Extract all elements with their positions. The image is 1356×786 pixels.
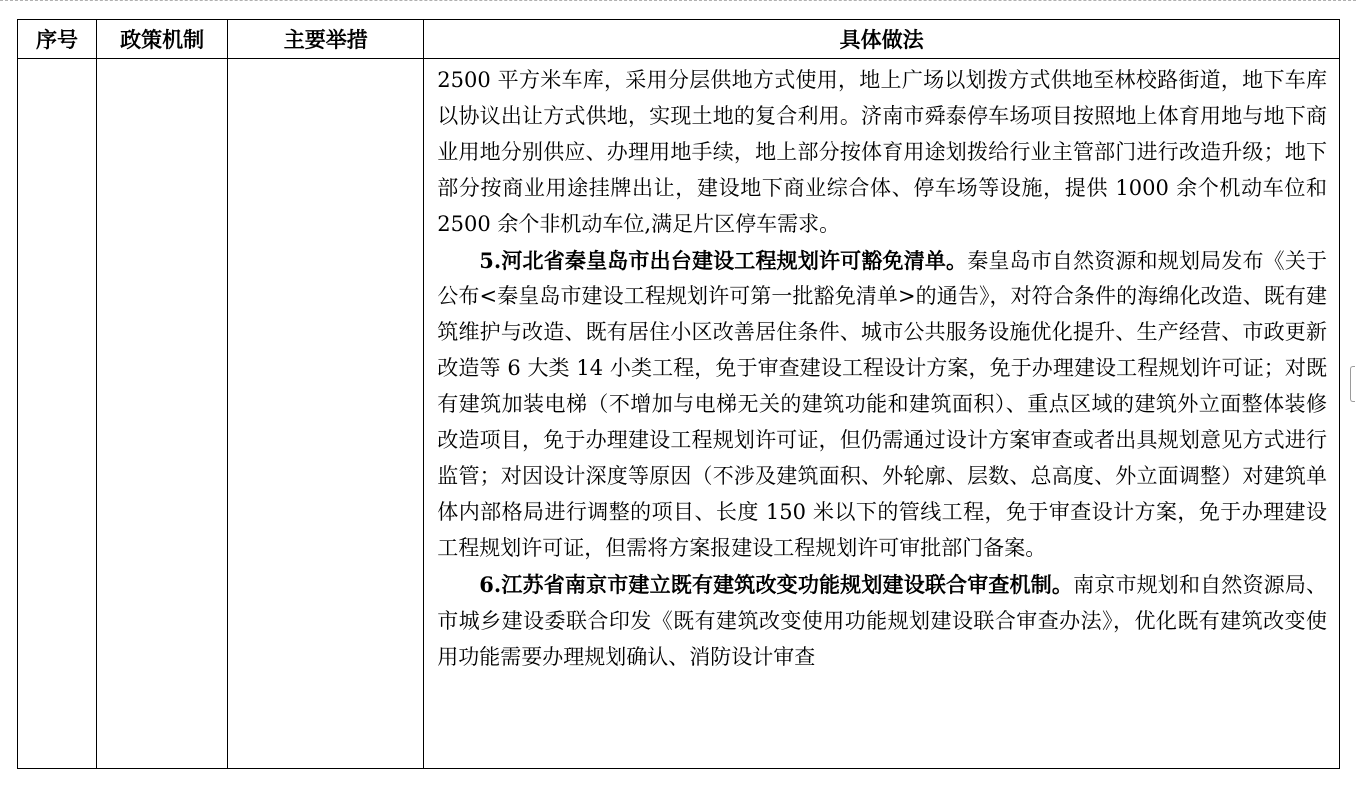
- paragraph-heading: 6.江苏省南京市建立既有建筑改变功能规划建设联合审查机制。: [479, 571, 1074, 597]
- header-main-measures: 主要举措: [228, 20, 424, 59]
- paragraph-nanjing: [437, 567, 1327, 676]
- paragraph-text: 秦皇岛市自然资源和规划局发布《关于公布<秦皇岛市建设工程规划许可第一批豁免清单>的通告》，对符合条件的海绵化改造、既有建筑维护与改造、既有居住小区改善居住条件、城市公共服务设施优化提升、生产经营、市政更新改造等 6 大类 14 小类工程，免于审查建设工程设计方案，免于办理建设工程规划许可证；对既有建筑加装电梯（不增加与电梯无关的建筑功能和建筑面积）、重点区域的建筑外立面整体装修改造项目，免于办理建设工程规划许可证，但仍需通过设计方案审查或者出具规划意见方式进行监管；对因设计深度等原因（不涉及建筑面积、外轮廓、层数、总高度、外立面调整）对建筑单体内部格局进行调整的项目、长度 150 米以下的管线工程，免于审查设计方案，免于办理建设工程规划许可证，但需将方案报建设工程规划许可审批部门备案。: [437, 248, 1328, 560]
- paragraph-heading: 5.河北省秦皇岛市出台建设工程规划许可豁免清单。: [479, 247, 968, 273]
- paragraph-jinan-parking: [437, 63, 1327, 243]
- page-top-rule: [0, 0, 1356, 1]
- cell-serial-no: [18, 59, 97, 769]
- cell-policy-mechanism: [97, 59, 228, 769]
- table-row: [18, 59, 1340, 769]
- paragraph-text: 2500 平方米车库，采用分层供地方式使用，地上广场以划拨方式供地至林校路街道，地下车库以协议出让方式供地，实现土地的复合利用。济南市舜泰停车场项目按照地上体育用地与地下商业用地分别供应、办理用地手续，地上部分按体育用途划拨给行业主管部门进行改造升级；地下部分按商业用途挂牌出让，建设地下商业综合体、停车场等设施，提供 1000 余个机动车位和 2500 余个非机动车位,满足片区停车需求。: [437, 68, 1327, 236]
- cell-specific-practices: [424, 59, 1340, 769]
- scrollbar-edge-marker[interactable]: [1350, 366, 1355, 402]
- practices-content: [424, 59, 1339, 768]
- table-header-row: [18, 20, 1340, 59]
- header-policy-mechanism: 政策机制: [97, 20, 228, 59]
- cell-main-measures: [228, 59, 424, 769]
- paragraph-text: 南京市规划和自然资源局、市城乡建设委联合印发《既有建筑改变使用功能规划建设联合审查办法》，优化既有建筑改变使用功能需要办理规划确认、消防设计审查: [437, 572, 1328, 669]
- policy-table: [17, 19, 1340, 769]
- paragraph-qinhuangdao: [437, 243, 1327, 567]
- header-serial-no: 序号: [18, 20, 97, 59]
- header-specific-practices: 具体做法: [424, 20, 1340, 59]
